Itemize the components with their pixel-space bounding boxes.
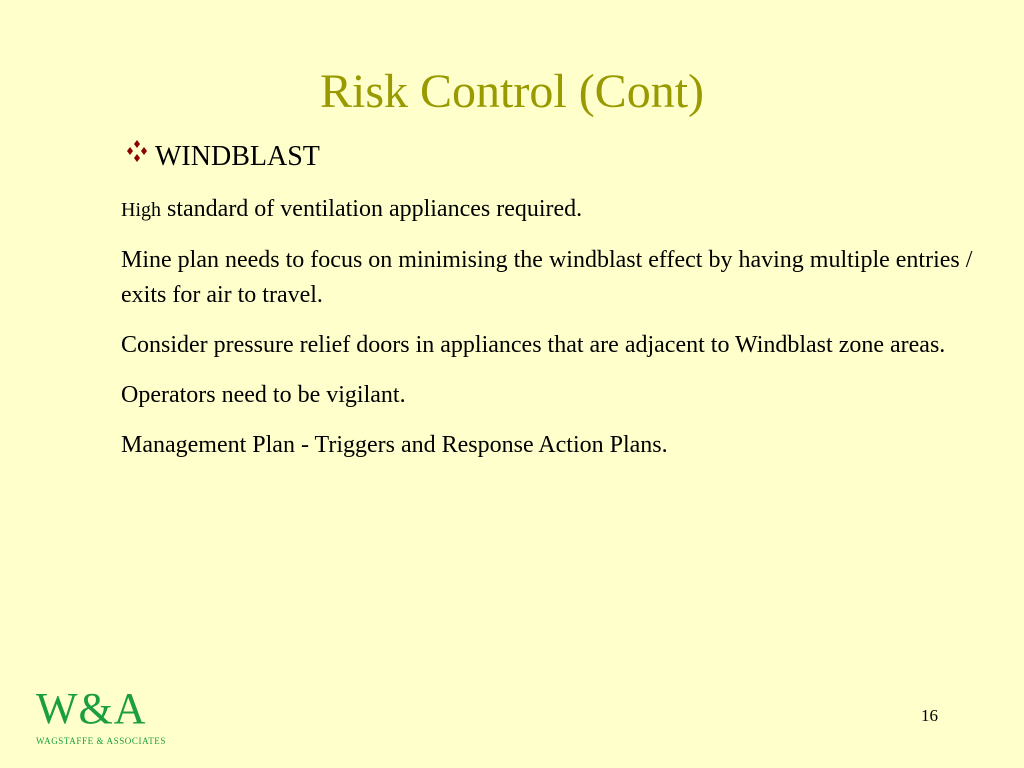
four-diamond-bullet-icon bbox=[121, 138, 153, 162]
paragraph-4: Operators need to be vigilant. bbox=[121, 382, 406, 408]
paragraph-2: Mine plan needs to focus on minimising the windblast effect by having multiple entries / exits for air to travel. bbox=[121, 247, 973, 308]
logo-tagline: WAGSTAFFE & ASSOCIATES bbox=[36, 736, 167, 746]
slide-title: Risk Control (Cont) bbox=[319, 65, 705, 118]
page-number: 16 bbox=[921, 706, 938, 725]
paragraph-1 bbox=[121, 192, 981, 228]
paragraph-1-text: standard of ventilation appliances required. bbox=[161, 196, 583, 222]
section-heading: WINDBLAST bbox=[155, 141, 320, 172]
section-bullet bbox=[121, 138, 320, 174]
company-logo bbox=[36, 686, 176, 746]
slide-body bbox=[121, 192, 981, 478]
paragraph-5: Management Plan - Triggers and Response Action Plans. bbox=[121, 432, 668, 458]
paragraph-3: Consider pressure relief doors in appliances that are adjacent to Windblast zone areas. bbox=[121, 332, 946, 358]
paragraph-1-lead: High bbox=[121, 199, 161, 221]
logo-mark: W&A bbox=[36, 684, 147, 733]
